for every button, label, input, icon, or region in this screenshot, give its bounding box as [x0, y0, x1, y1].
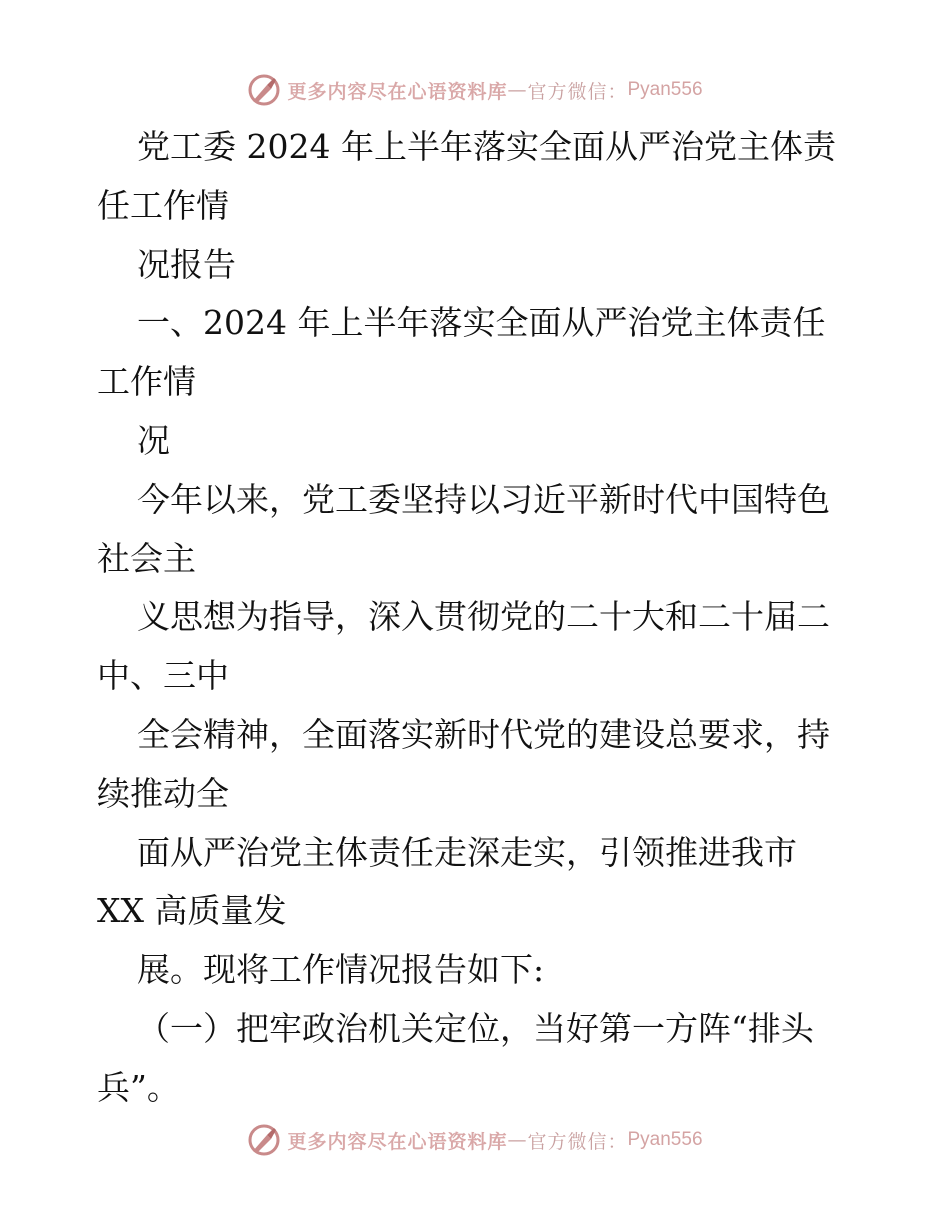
text-line: 中、三中	[97, 656, 229, 696]
header-watermark	[0, 70, 950, 110]
text-line: 一、2024 年上半年落实全面从严治党主体责任	[137, 303, 826, 343]
text-line: 面从严治党主体责任走深走实，引领推进我市	[137, 832, 797, 872]
footer-watermark	[0, 1120, 950, 1160]
text-line: 展。现将工作情况报告如下:	[137, 950, 545, 990]
text-line: 兵”。	[97, 1067, 180, 1107]
text-line: 义思想为指导，深入贯彻党的二十大和二十届二	[137, 597, 830, 637]
text-line: 党工委 2024 年上半年落实全面从严治党主体责	[137, 127, 836, 166]
watermark-separator: —	[507, 1129, 528, 1151]
watermark-main-text: 更多内容尽在心语资料库	[287, 1130, 508, 1153]
pen-logo-icon	[247, 1123, 281, 1157]
text-line: （一）把牢政治机关定位，当好第一方阵“排头	[137, 1008, 814, 1048]
text-line: 工作情	[97, 362, 196, 402]
pen-logo-icon	[247, 73, 281, 107]
watermark-wechat-label: 官方微信：	[527, 80, 628, 103]
watermark-wechat-label: 官方微信：	[527, 1130, 628, 1153]
text-line: 全会精神，全面落实新时代党的建设总要求，持	[137, 714, 830, 754]
watermark-wechat-id: Pyan556	[627, 79, 703, 100]
text-line: 况	[137, 420, 170, 460]
text-line: 社会主	[97, 538, 196, 578]
text-line: XX 高质量发	[97, 891, 287, 931]
text-line: 任工作情	[97, 185, 229, 225]
watermark-separator: —	[507, 79, 528, 101]
watermark-wechat-id: Pyan556	[627, 1129, 703, 1150]
text-line: 况报告	[137, 244, 236, 284]
text-line: 续推动全	[97, 773, 229, 813]
watermark-main-text: 更多内容尽在心语资料库	[287, 80, 508, 103]
text-line: 今年以来，党工委坚持以习近平新时代中国特色	[137, 479, 830, 519]
document-body	[97, 118, 857, 1118]
